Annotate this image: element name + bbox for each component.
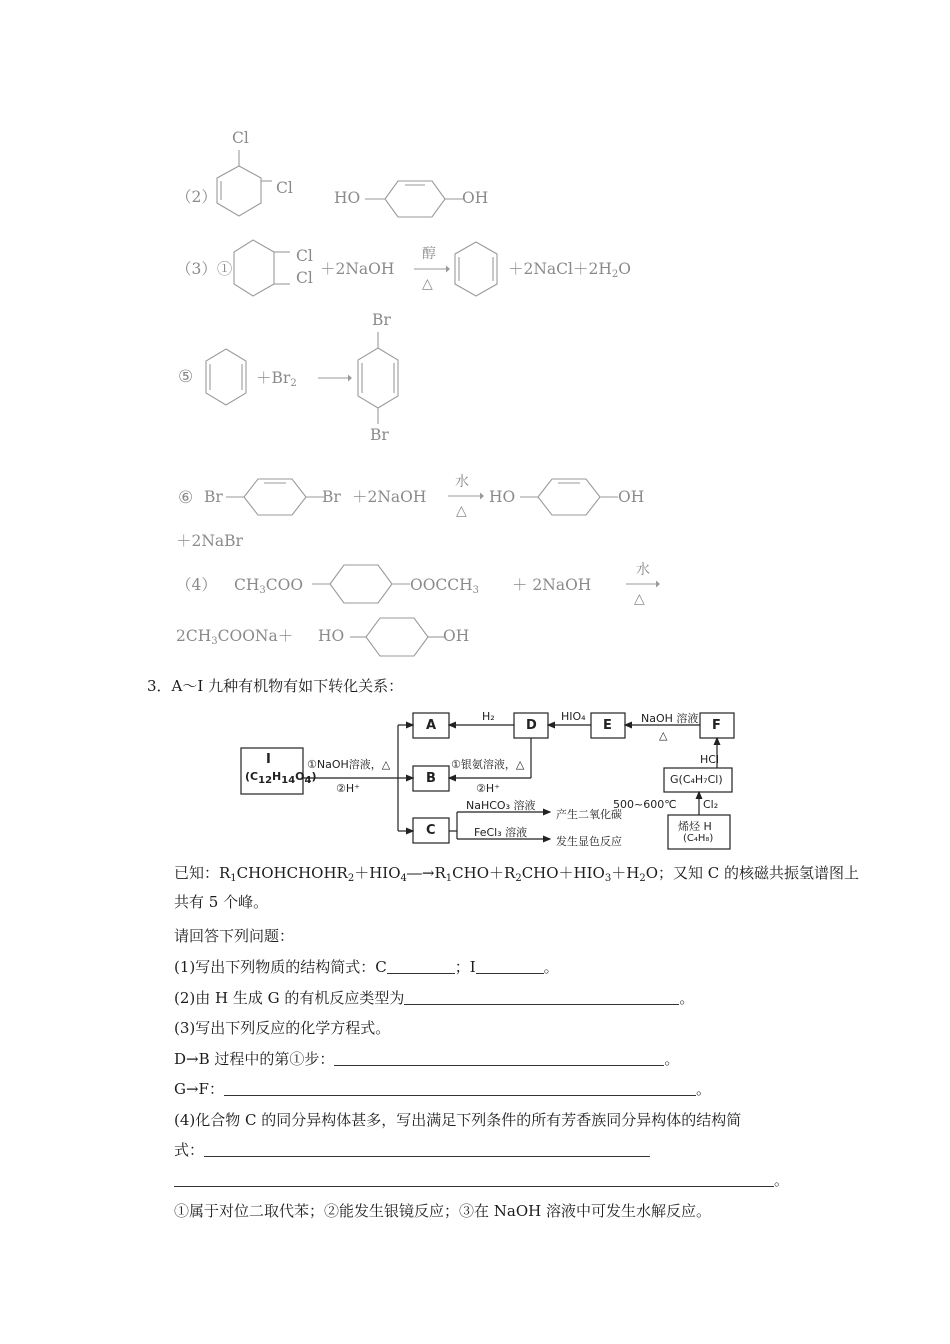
br-right-label: Br (322, 488, 341, 506)
conditions-line: ①属于对位二取代苯；②能发生银镜反应；③在 NaOH 溶液中可发生水解反应。 (174, 1202, 711, 1220)
answer-blank-c[interactable] (387, 959, 455, 974)
co2-result: 产生二氧化碳 (556, 808, 622, 821)
temperature-condition: 500~600℃ (613, 798, 677, 811)
dibromobenzene-horizontal (226, 476, 326, 518)
cl2-condition: Cl₂ (703, 798, 719, 811)
condition-heat: △ (422, 276, 433, 292)
box-I-label: I (266, 752, 271, 767)
ho-label: HO (334, 189, 361, 207)
acetate-left: $CH_3COO$ (234, 576, 304, 596)
condition-heat-4: △ (634, 591, 645, 607)
products-nacl-water: $+2NaCl+2H_2O$ (508, 260, 631, 280)
box-H-line1: 烯烃 H (678, 820, 712, 833)
hio4-condition: HIO₄ (561, 710, 586, 723)
answer-blank-db[interactable] (334, 1051, 664, 1066)
answer-4-label: （4） (176, 576, 217, 594)
known-info-line2: 共有 5 个峰。 (174, 893, 269, 911)
heat-condition: △ (659, 729, 668, 742)
diacetate-ring (312, 562, 412, 606)
benzene-structure-5 (204, 347, 254, 409)
naoh-aq-condition: NaOH 溶液 (641, 712, 699, 725)
condition-heat-6: △ (456, 503, 467, 519)
ho-label-6: HO (489, 488, 516, 506)
arrow-I-condition-1: ①NaOH溶液，△ (307, 758, 391, 771)
condition-water: 水 (455, 474, 469, 490)
d-to-b-condition-2: ②H⁺ (476, 782, 500, 795)
h2-condition: H₂ (482, 710, 495, 723)
hydroquinone-structure-6 (520, 476, 620, 518)
box-E-label: E (603, 718, 612, 733)
reagent-naoh: ＋2NaOH (320, 260, 395, 278)
reagent-naoh-4: ＋ 2NaOH (512, 576, 592, 594)
reaction-arrow-6 (448, 491, 484, 501)
question-3-db: D→B 过程中的第①步： 。 (174, 1050, 680, 1068)
question-4-line2: 式： (174, 1139, 650, 1160)
box-B-label: B (426, 771, 436, 786)
br-top-label: Br (372, 311, 391, 329)
box-H-line2: (C₄H₈) (683, 833, 714, 844)
condition-water-4: 水 (636, 562, 650, 578)
question-4-line1: (4)化合物 C 的同分异构体甚多，写出满足下列条件的所有芳香族同分异构体的结构简 (174, 1111, 742, 1129)
dichlorobenzene-structure (214, 150, 274, 228)
oh-label-4: OH (443, 627, 470, 645)
cl-1-label: Cl (296, 247, 313, 265)
reaction-arrow-5 (318, 373, 352, 383)
question-2: (2)由 H 生成 G 的有机反应类型为 。 (174, 989, 695, 1007)
cl-2-label: Cl (296, 269, 313, 287)
box-I-formula: $(C_{12}H_{14}O_4)$ (245, 770, 317, 786)
answer-2-label: （2） (176, 188, 217, 206)
reaction-arrow (414, 264, 450, 274)
known-info-line1: 已知：$R_1CHOHCHOHR_2+HIO_4―\to R_1CHO+R_2CHO+HIO_3+H_2O$；又知 C 的核磁共振氢谱图上 (174, 864, 860, 884)
cl-right-label: Cl (276, 179, 293, 197)
condition-alcohol: 醇 (422, 246, 436, 262)
reagent-br2: $+Br_2$ (256, 369, 297, 389)
acetate-right: $OOCCH_3$ (410, 576, 480, 596)
answer-3-1-label: （3）① (176, 260, 233, 278)
answer-6-label: ⑥ (178, 488, 194, 508)
nabr-continuation: ＋2NaBr (176, 532, 243, 550)
question-3: (3)写出下列反应的化学方程式。 (174, 1019, 391, 1037)
cl-top-label: Cl (232, 129, 249, 147)
arrow-I-condition-2: ②H⁺ (336, 782, 360, 795)
br-bottom-label: Br (370, 426, 389, 444)
benzene-structure (453, 240, 503, 300)
nahco3-condition: NaHCO₃ 溶液 (466, 799, 536, 812)
br-left-label: Br (204, 488, 223, 506)
reagent-naoh-6: ＋2NaOH (352, 488, 427, 506)
answer-blank-isomers-2[interactable] (174, 1172, 774, 1187)
question-3-intro: 3．A～I 九种有机物有如下转化关系： (147, 677, 404, 695)
sodium-acetate: $2CH_3COONa+$ (176, 627, 294, 647)
answer-blank-i[interactable] (476, 959, 544, 974)
hydroquinone-ring-4 (350, 615, 446, 659)
hydroquinone-structure (365, 178, 465, 218)
dichlorocyclohexane-structure (232, 238, 302, 302)
box-A-label: A (426, 718, 437, 733)
reaction-arrow-4 (626, 579, 660, 589)
box-D-label: D (526, 718, 537, 733)
box-C-label: C (426, 823, 436, 838)
dibromobenzene-structure (356, 332, 406, 428)
answer-blank-gf[interactable] (224, 1081, 696, 1096)
answer-5-label: ⑤ (178, 367, 194, 387)
answer-blank-isomers-1[interactable] (204, 1142, 650, 1157)
ho-label-4: HO (318, 627, 345, 645)
hcl-condition: HCl (700, 753, 720, 766)
box-G-label: G(C₄H₇Cl) (670, 773, 723, 786)
question-1: (1)写出下列物质的结构简式：C ；I 。 (174, 958, 559, 976)
oh-label: OH (462, 189, 489, 207)
question-4-line3: 。 (174, 1169, 789, 1190)
answer-prompt: 请回答下列问题： (174, 927, 295, 945)
oh-label-6: OH (618, 488, 645, 506)
question-3-gf: G→F： 。 (174, 1080, 711, 1098)
answer-blank-reaction-type[interactable] (404, 990, 679, 1005)
box-F-label: F (712, 718, 721, 733)
color-result: 发生显色反应 (556, 835, 622, 848)
fecl3-condition: FeCl₃ 溶液 (474, 826, 528, 839)
d-to-b-condition-1: ①银氨溶液，△ (451, 758, 525, 771)
